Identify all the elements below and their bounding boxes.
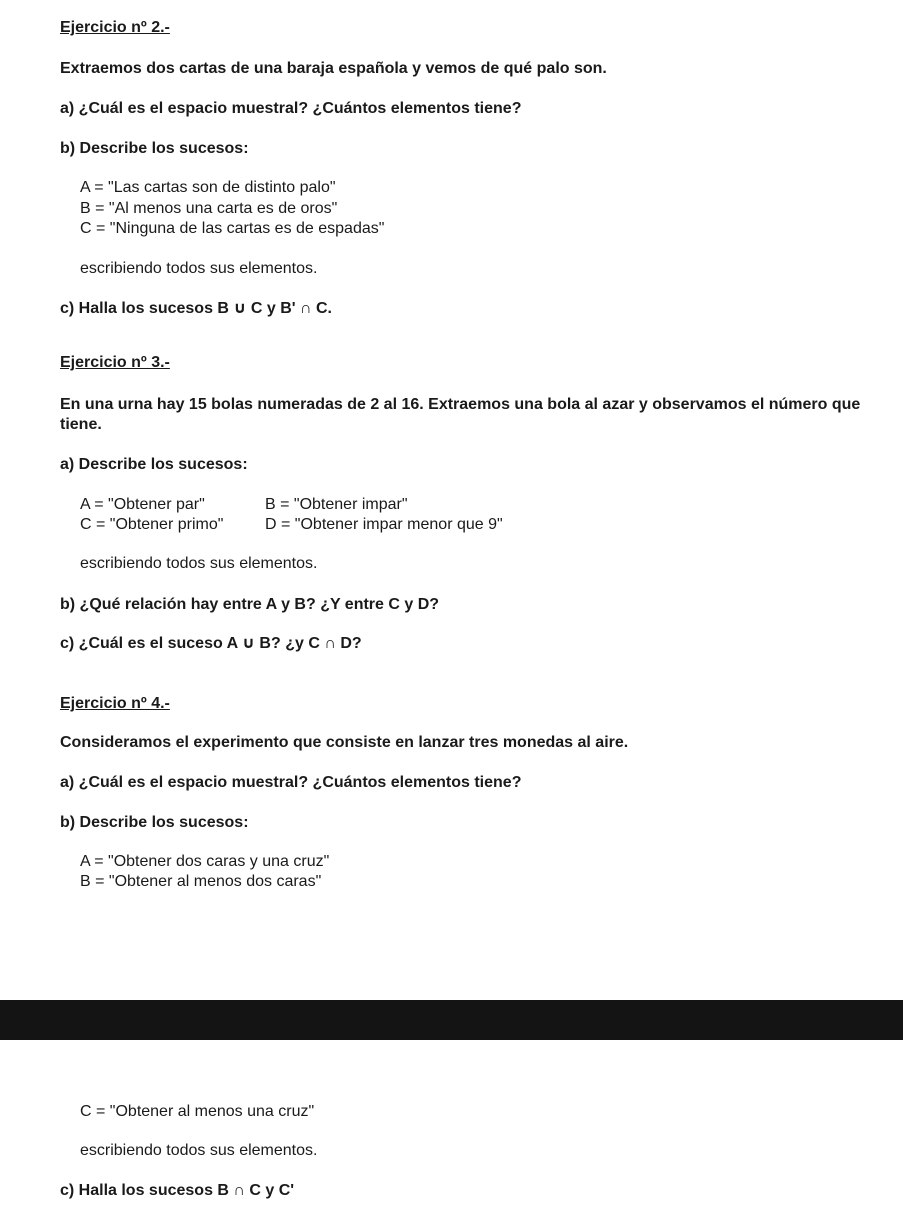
exercise-2-event-c: C = "Ninguna de las cartas es de espadas": [80, 220, 385, 237]
exercise-3-statement-line2: tiene.: [60, 416, 102, 433]
exercise-4-question-c: c) Halla los sucesos B ∩ C y C': [60, 1182, 295, 1199]
exercise-4-event-c: C = "Obtener al menos una cruz": [80, 1103, 315, 1120]
exercise-2-question-a: a) ¿Cuál es el espacio muestral? ¿Cuántos elementos tiene?: [60, 100, 522, 117]
exercise-2-statement: Extraemos dos cartas de una baraja española y vemos de qué palo son.: [60, 60, 607, 77]
exercise-2-event-b: B = "Al menos una carta es de oros": [80, 200, 338, 217]
exercise-4-statement: Consideramos el experimento que consiste en lanzar tres monedas al aire.: [60, 734, 629, 751]
exercise-3-question-c: c) ¿Cuál es el suceso A ∪ B? ¿y C ∩ D?: [60, 635, 362, 652]
exercise-4-writing-note: escribiendo todos sus elementos.: [80, 1142, 318, 1159]
exercise-2-question-c: c) Halla los sucesos B ∪ C y B' ∩ C.: [60, 300, 332, 317]
exercise-3-event-d: D = "Obtener impar menor que 9": [265, 516, 503, 533]
exercise-3-statement-line1: En una urna hay 15 bolas numeradas de 2 al 16. Extraemos una bola al azar y observamos el número que: [60, 396, 861, 413]
exercise-3-question-a: a) Describe los sucesos:: [60, 456, 248, 473]
exercise-4-event-b: B = "Obtener al menos dos caras": [80, 873, 322, 890]
exercise-4-event-a: A = "Obtener dos caras y una cruz": [80, 853, 330, 870]
exercise-3-event-a: A = "Obtener par": [80, 496, 205, 513]
exercise-4-question-a: a) ¿Cuál es el espacio muestral? ¿Cuántos elementos tiene?: [60, 774, 522, 791]
exercise-4-question-b: b) Describe los sucesos:: [60, 814, 249, 831]
exercise-2-writing-note: escribiendo todos sus elementos.: [80, 260, 318, 277]
exercise-2-event-a: A = "Las cartas son de distinto palo": [80, 179, 336, 196]
exercise-3-event-c: C = "Obtener primo": [80, 516, 224, 533]
page-break-bar: [0, 1000, 903, 1040]
exercise-2-title: Ejercicio nº 2.-: [60, 19, 170, 36]
exercise-3-question-b: b) ¿Qué relación hay entre A y B? ¿Y entre C y D?: [60, 596, 440, 613]
exercise-3-writing-note: escribiendo todos sus elementos.: [80, 555, 318, 572]
exercise-4-title: Ejercicio nº 4.-: [60, 695, 170, 712]
exercise-3-event-b: B = "Obtener impar": [265, 496, 408, 513]
exercise-2-question-b: b) Describe los sucesos:: [60, 140, 249, 157]
exercise-3-title: Ejercicio nº 3.-: [60, 354, 170, 371]
